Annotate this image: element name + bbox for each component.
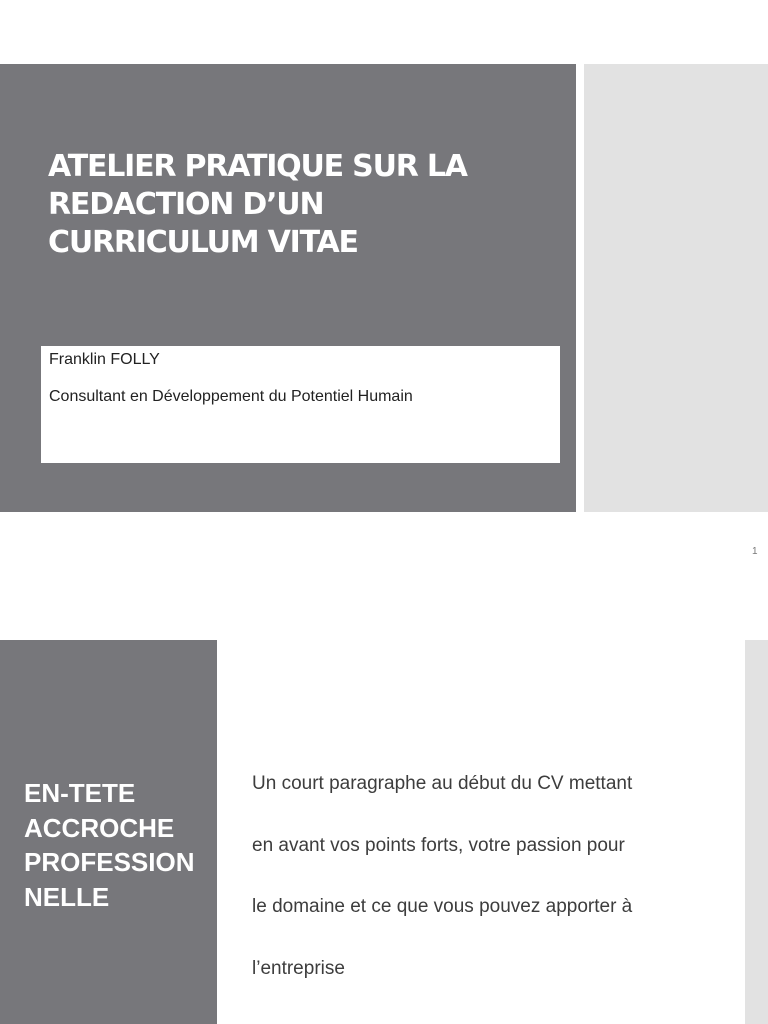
side-panel <box>584 64 768 512</box>
author-name: Franklin FOLLY <box>49 351 160 368</box>
page-number: 1 <box>752 546 758 557</box>
section-heading: EN-TETE ACCROCHE PROFESSION NELLE <box>24 778 195 912</box>
side-panel <box>745 640 768 1024</box>
author-role: Consultant en Développement du Potentiel Humain <box>49 388 413 405</box>
section-body-text: Un court paragraphe au début du CV mettant en avant vos points forts, votre passion pour le domaine et ce que vous pouvez apporter à l’entreprise <box>252 773 633 979</box>
author-box <box>41 346 560 463</box>
slide-title-heading: ATELIER PRATIQUE SUR LA REDACTION D’UN CURRICULUM VITAE <box>48 149 467 260</box>
